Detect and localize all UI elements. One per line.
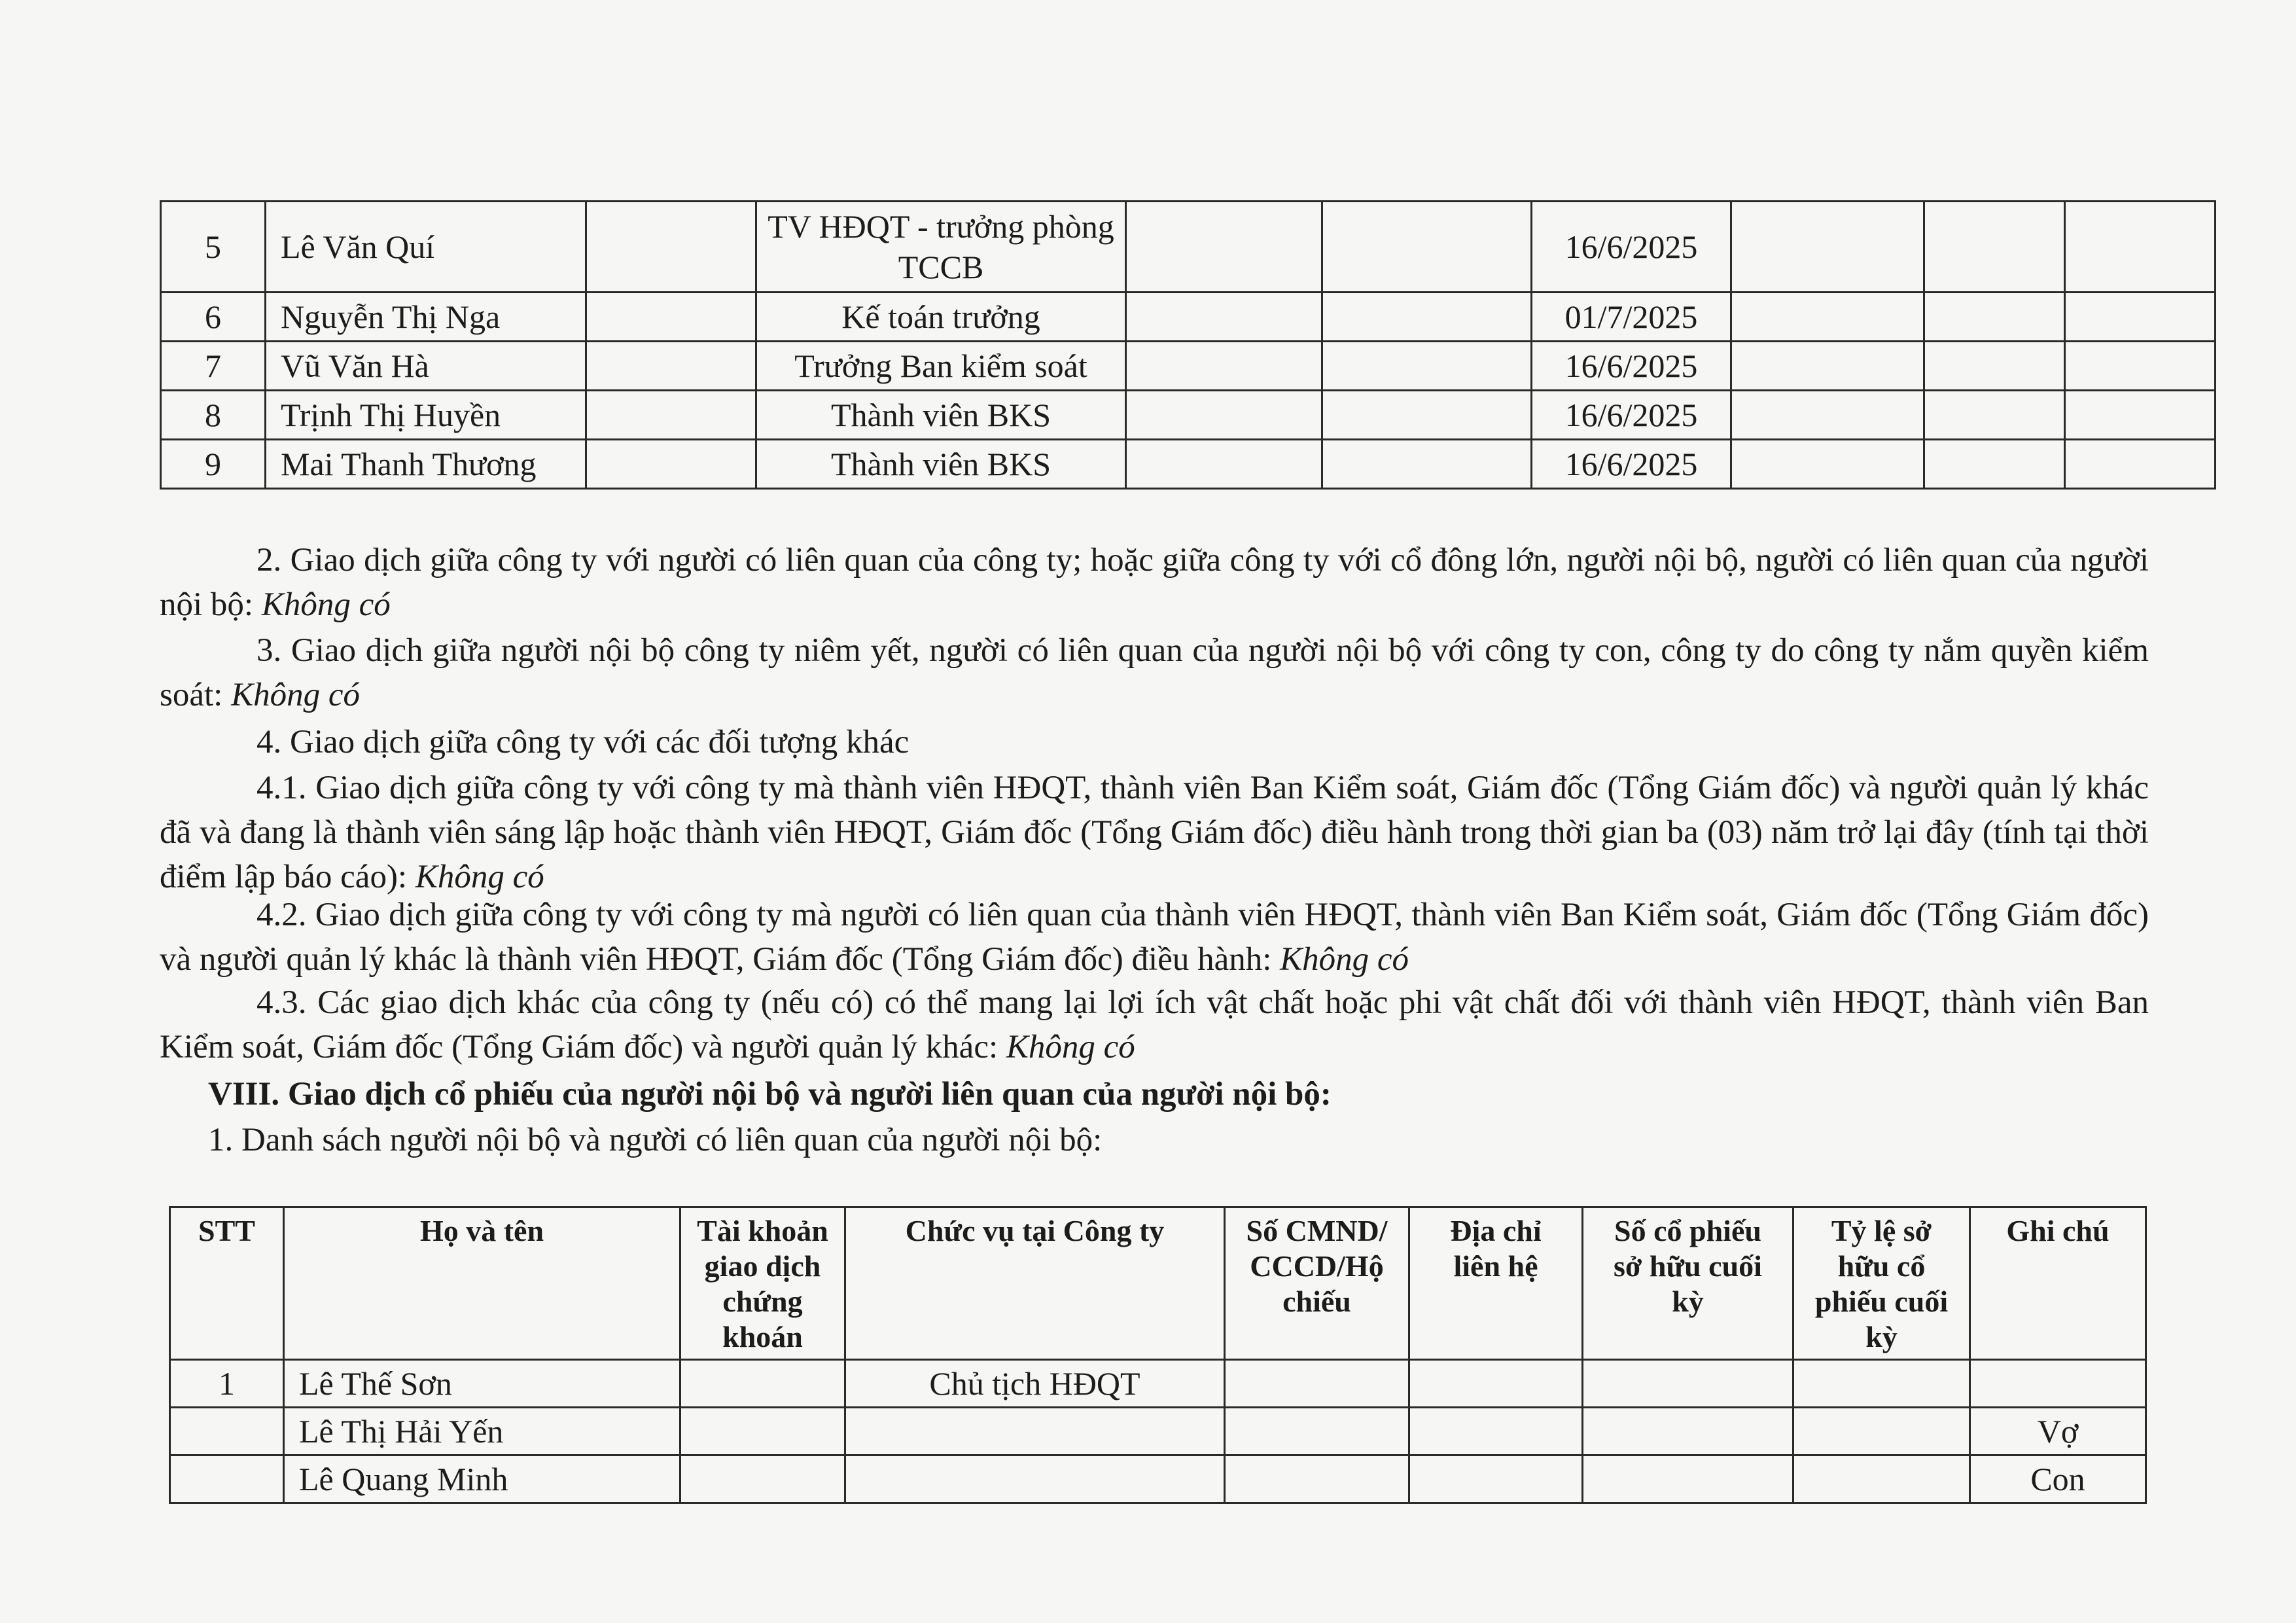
date-cell: 16/6/2025 (1532, 202, 1731, 293)
name-cell: Lê Thế Sơn (284, 1360, 680, 1408)
none-value: Không có (231, 677, 360, 713)
date-cell: 16/6/2025 (1532, 440, 1731, 489)
table-row (161, 342, 2216, 391)
table-row (161, 440, 2216, 489)
date-cell: 16/6/2025 (1532, 391, 1731, 440)
table-row (161, 202, 2216, 293)
position-cell: Thành viên BKS (756, 391, 1126, 440)
table-row (170, 1408, 2146, 1455)
table-row (161, 391, 2216, 440)
position-cell: TV HĐQT - trưởng phòng TCCB (756, 202, 1126, 293)
name-cell: Trịnh Thị Huyền (266, 391, 586, 440)
paragraph-4-2: 4.2. Giao dịch giữa công ty với công ty mà người có liên quan của thành viên HĐQT, thành viên Ban Kiểm soát, Giám đốc (Tổng Giám đốc) và người quản lý khác là thành viên HĐQT, Giám đốc (Tổng Giám đốc) điều hành: Không có (160, 897, 2149, 978)
stt-cell: 5 (161, 202, 266, 293)
header-note: Ghi chú (1970, 1207, 2146, 1360)
list-heading: 1. Danh sách người nội bộ và người có liên quan của người nội bộ: (208, 1122, 1103, 1158)
header-position: Chức vụ tại Công ty (845, 1207, 1225, 1360)
header-account: Tài khoản giao dịch chứng khoán (680, 1207, 845, 1360)
stt-cell: 8 (161, 391, 266, 440)
stt-cell: 9 (161, 440, 266, 489)
paragraph-4: 4. Giao dịch giữa công ty với các đối tượng khác (256, 724, 910, 760)
none-value: Không có (261, 586, 391, 623)
header-ratio: Tỷ lệ sở hữu cổ phiếu cuối kỳ (1793, 1207, 1970, 1360)
paragraph-3: 3. Giao dịch giữa người nội bộ công ty niêm yết, người có liên quan của người nội bộ với công ty con, công ty do công ty nắm quyền kiểm soát: Không có (160, 632, 2149, 713)
insider-list-table (169, 1206, 2147, 1504)
paragraph-4-1: 4.1. Giao dịch giữa công ty với công ty mà thành viên HĐQT, thành viên Ban Kiểm soát, Giám đốc (Tổng Giám đốc) và người quản lý khác đã và đang là thành viên sáng lập hoặc thành viên HĐQT, Giám đốc (Tổng Giám đốc) điều hành trong thời gian ba (03) năm trở lại đây (tính tại thời điểm lập báo cáo): Không có (160, 770, 2149, 895)
table-header-row (170, 1207, 2146, 1360)
note-cell: Vợ (1970, 1408, 2146, 1455)
stt-cell (170, 1455, 284, 1503)
position-cell: Trưởng Ban kiểm soát (756, 342, 1126, 391)
stt-cell: 6 (161, 293, 266, 342)
section-heading: VIII. Giao dịch cổ phiếu của người nội bộ và người liên quan của người nội bộ: (208, 1076, 1332, 1113)
header-name: Họ và tên (284, 1207, 680, 1360)
table-row (170, 1455, 2146, 1503)
stt-cell (170, 1408, 284, 1455)
name-cell: Mai Thanh Thương (266, 440, 586, 489)
insider-table-continued (160, 200, 2216, 490)
position-cell: Kế toán trưởng (756, 293, 1126, 342)
name-cell: Nguyễn Thị Nga (266, 293, 586, 342)
header-id: Số CMND/CCCD/Hộ chiếu (1225, 1207, 1409, 1360)
none-value: Không có (415, 859, 544, 895)
header-shares: Số cổ phiếu sở hữu cuối kỳ (1583, 1207, 1793, 1360)
stt-cell: 1 (170, 1360, 284, 1408)
none-value: Không có (1280, 941, 1409, 978)
paragraph-4-3: 4.3. Các giao dịch khác của công ty (nếu có) có thể mang lại lợi ích vật chất hoặc phi vật chất đối với thành viên HĐQT, thành viên Ban Kiểm soát, Giám đốc (Tổng Giám đốc) và người quản lý khác: Không có (160, 984, 2149, 1065)
none-value: Không có (1006, 1029, 1135, 1065)
position-cell (845, 1455, 1225, 1503)
stt-cell: 7 (161, 342, 266, 391)
paragraph-2: 2. Giao dịch giữa công ty với người có liên quan của công ty; hoặc giữa công ty với cổ đông lớn, người nội bộ, người có liên quan của người nội bộ: Không có (160, 542, 2149, 623)
date-cell: 16/6/2025 (1532, 342, 1731, 391)
table-row (170, 1360, 2146, 1408)
date-cell: 01/7/2025 (1532, 293, 1731, 342)
position-cell: Thành viên BKS (756, 440, 1126, 489)
note-cell (1970, 1360, 2146, 1408)
table-row (161, 293, 2216, 342)
header-stt: STT (170, 1207, 284, 1360)
name-cell: Lê Văn Quí (266, 202, 586, 293)
name-cell: Lê Thị Hải Yến (284, 1408, 680, 1455)
position-cell: Chủ tịch HĐQT (845, 1360, 1225, 1408)
header-address: Địa chỉ liên hệ (1409, 1207, 1583, 1360)
position-cell (845, 1408, 1225, 1455)
note-cell: Con (1970, 1455, 2146, 1503)
name-cell: Lê Quang Minh (284, 1455, 680, 1503)
name-cell: Vũ Văn Hà (266, 342, 586, 391)
